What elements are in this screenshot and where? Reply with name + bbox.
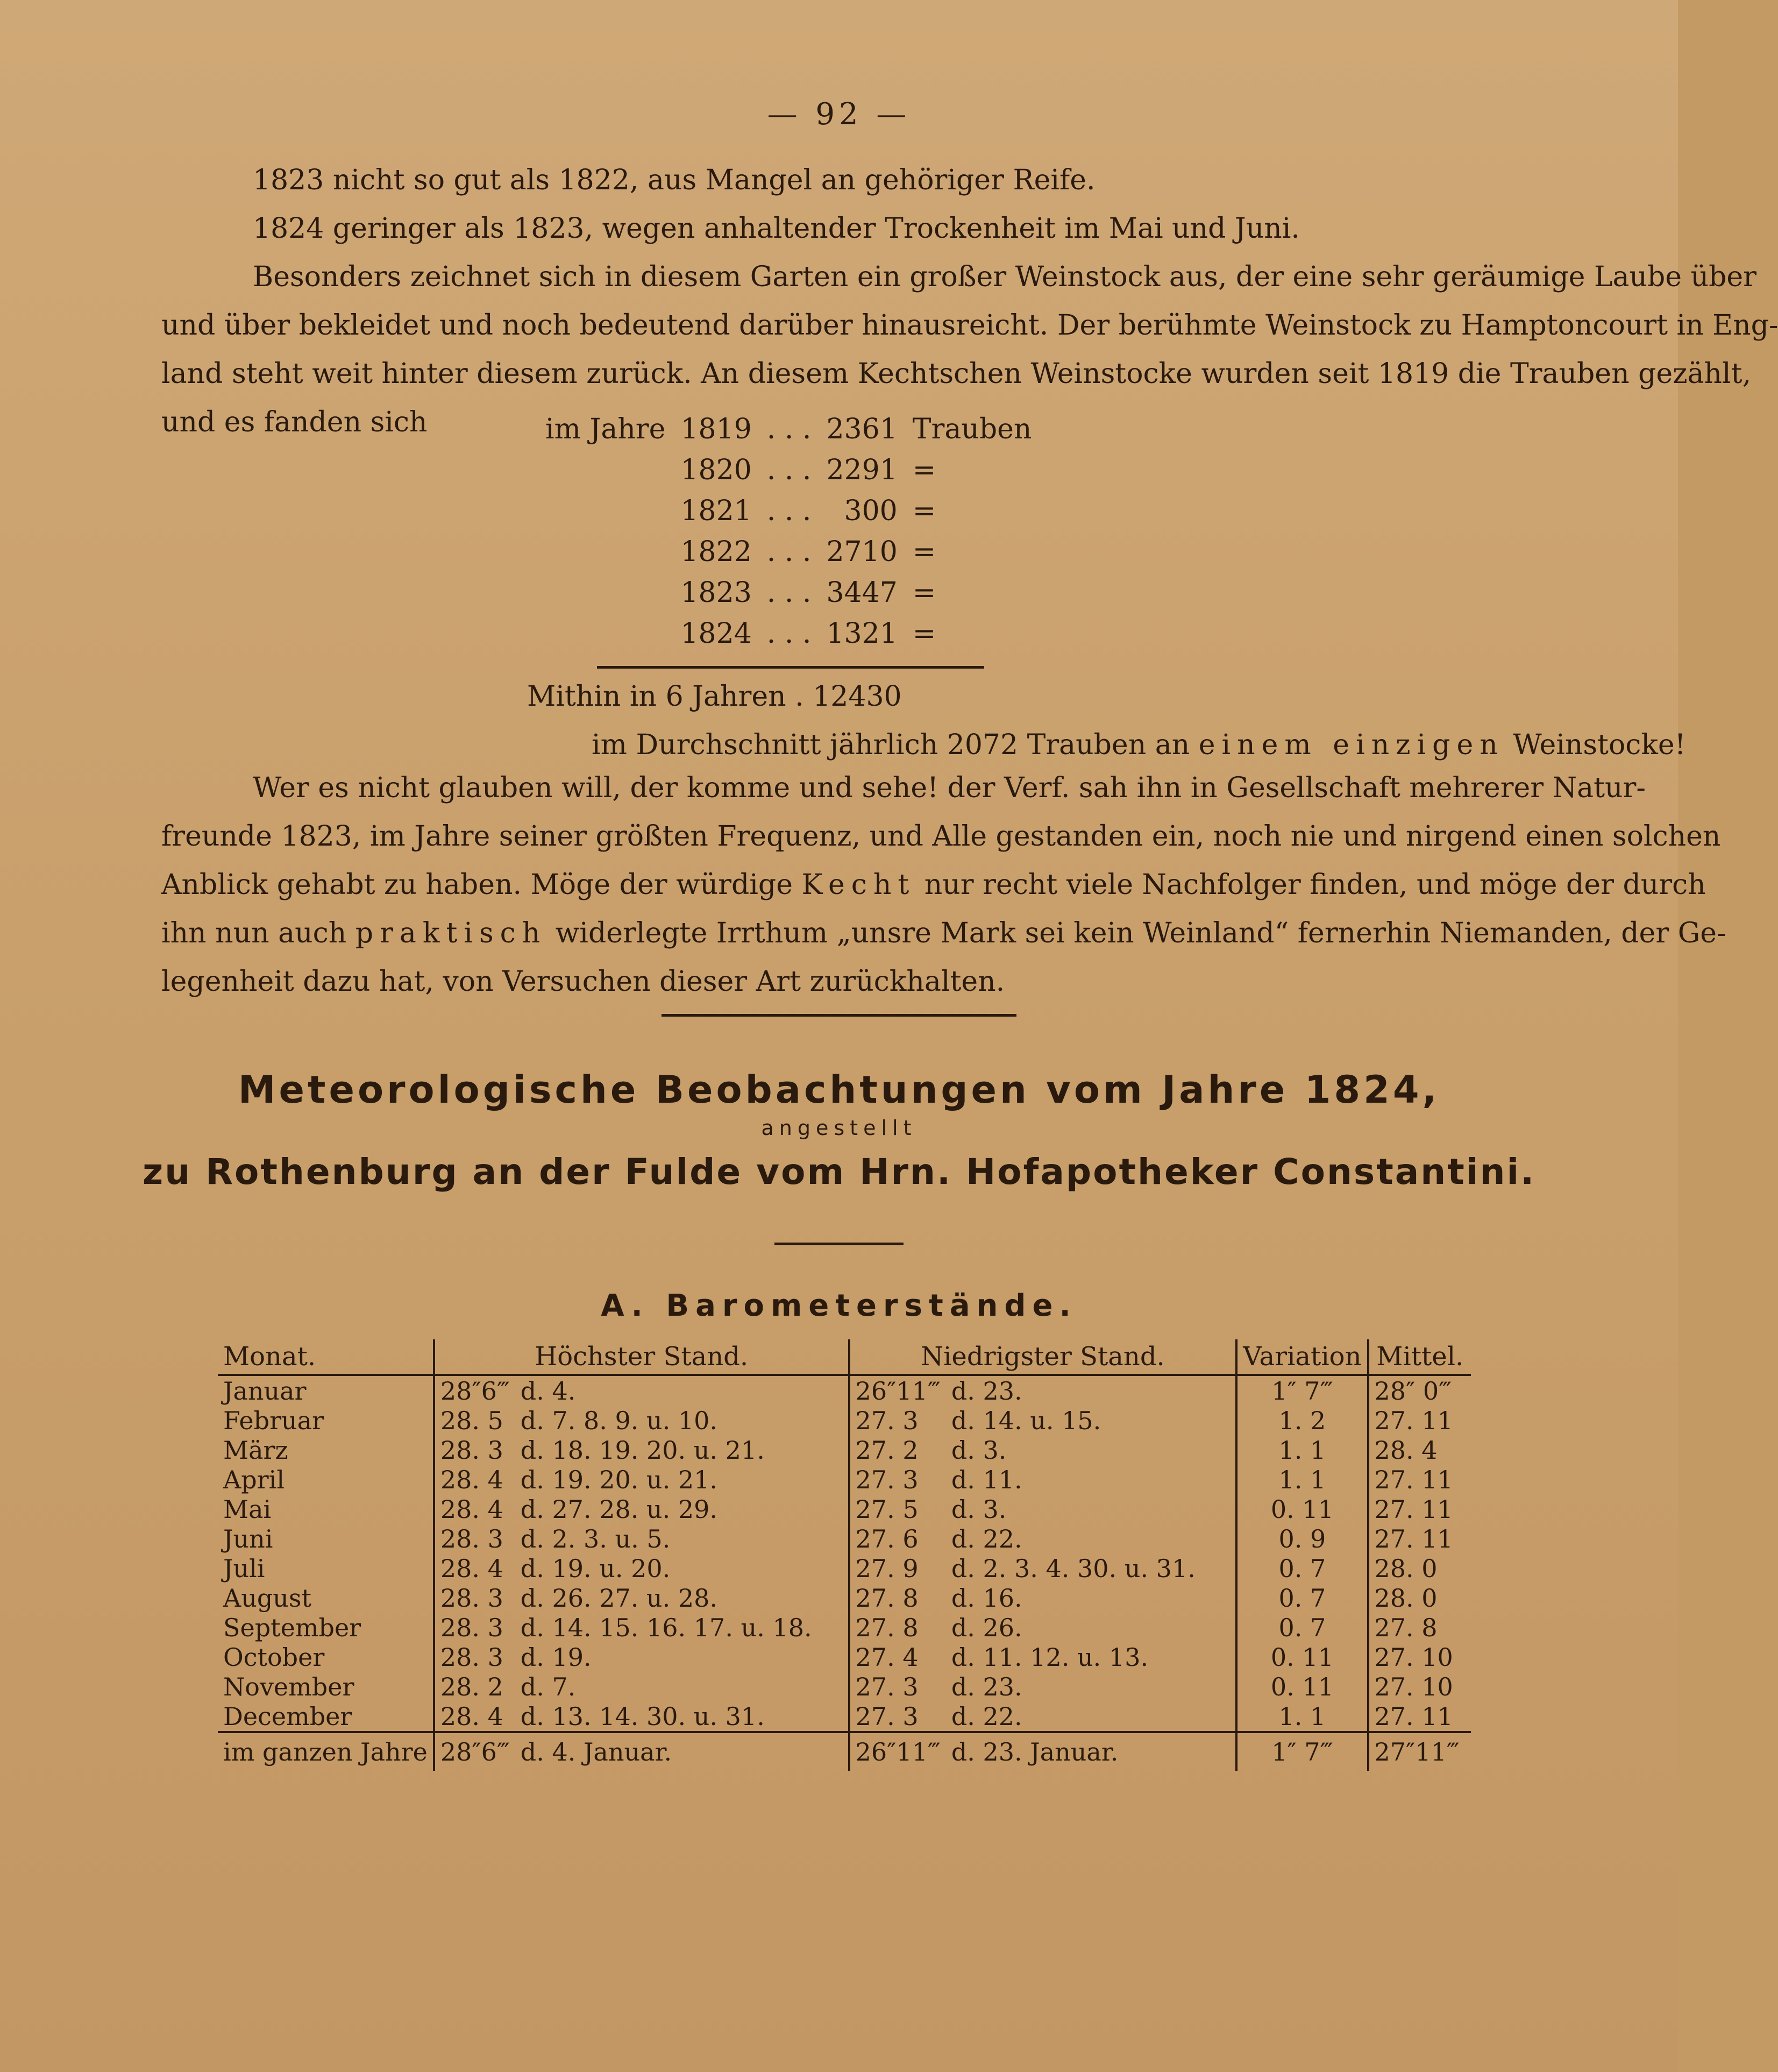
- cell-mean: 27. 10: [1368, 1672, 1471, 1701]
- count-year: 1824: [680, 618, 752, 650]
- cell-mean: 28. 0: [1368, 1553, 1471, 1583]
- cell-mean: 27. 11: [1368, 1465, 1471, 1494]
- cell-h-days: d. 14. 15. 16. 17. u. 18.: [520, 1613, 812, 1642]
- cell-h-val: 28. 3: [434, 1524, 515, 1553]
- table-row: [218, 1672, 1471, 1701]
- count-row: [538, 491, 1039, 531]
- cell-var: 1. 2: [1236, 1406, 1368, 1435]
- count-count: 3447: [826, 577, 898, 609]
- count-count: 2710: [826, 536, 898, 568]
- cell-l-val: 26″11‴: [849, 1375, 946, 1406]
- cell-mean: 28. 0: [1368, 1583, 1471, 1613]
- count-prefix: [538, 531, 673, 572]
- average-line: [592, 721, 1686, 769]
- text-line: und es fanden sich: [161, 406, 428, 438]
- barometer-table: [218, 1339, 1471, 1771]
- header-variation: Variation: [1236, 1339, 1368, 1375]
- count-dots: . . .: [766, 536, 812, 568]
- cell-l-days: d. 14. u. 15.: [951, 1406, 1101, 1435]
- cell-mean: 28″ 0‴: [1368, 1375, 1471, 1406]
- cell-l-val: 27. 2: [849, 1435, 946, 1465]
- emphasis-name: Kecht: [801, 869, 916, 901]
- cell-mean: 27. 11: [1368, 1406, 1471, 1435]
- cell-mean: 27. 8: [1368, 1613, 1471, 1642]
- count-prefix: im Jahre: [545, 413, 666, 445]
- cell-l-days: d. 23. Januar.: [946, 1732, 1236, 1771]
- text-line: [161, 909, 1726, 957]
- cell-l-val: 27. 3: [849, 1672, 946, 1701]
- count-unit: =: [912, 495, 936, 527]
- count-unit: =: [912, 454, 936, 486]
- average-start: im Durchschnitt jährlich 2072 Trauben an: [592, 729, 1190, 761]
- cell-l-days: d. 22.: [951, 1524, 1022, 1553]
- count-unit: =: [912, 618, 936, 650]
- table-row: [218, 1406, 1471, 1435]
- emphasis-word: praktisch: [355, 917, 547, 949]
- cell-h-val: 28. 3: [434, 1613, 515, 1642]
- count-unit: Trauben: [912, 413, 1032, 445]
- cell-var: 1″ 7‴: [1236, 1732, 1368, 1771]
- text-line: und über bekleidet und noch bedeutend darüber hinausreicht. Der berühmte Weinstock zu Hamptoncourt in Eng-: [161, 309, 1778, 342]
- cell-l-val: 27. 3: [849, 1406, 946, 1435]
- cell-h-days: d. 19.: [520, 1642, 592, 1672]
- cell-mean: 27. 10: [1368, 1642, 1471, 1672]
- cell-l-val: 27. 5: [849, 1494, 946, 1524]
- cell-var: 1. 1: [1236, 1701, 1368, 1732]
- cell-h-val: 28. 4: [434, 1701, 515, 1732]
- grape-count-table: [538, 409, 1039, 654]
- page-number: — 92 —: [767, 97, 911, 132]
- cell-l-val: 26″11‴: [849, 1732, 946, 1771]
- count-row: [538, 572, 1039, 613]
- cell-l-days: d. 11. 12. u. 13.: [951, 1642, 1149, 1672]
- cell-h-val: 28. 4: [434, 1465, 515, 1494]
- cell-l-days: d. 2. 3. 4. 30. u. 31.: [951, 1553, 1196, 1583]
- cell-mean: 28. 4: [1368, 1435, 1471, 1465]
- table-row: [218, 1524, 1471, 1553]
- cell-h-val: 28. 4: [434, 1553, 515, 1583]
- cell-h-days: d. 19. 20. u. 21.: [520, 1465, 718, 1494]
- count-prefix: [538, 613, 673, 654]
- cell-h-val: 28. 4: [434, 1494, 515, 1524]
- table-row: [218, 1553, 1471, 1583]
- heading-location: zu Rothenburg an der Fulde vom Hrn. Hofapotheker Constantini.: [142, 1151, 1536, 1193]
- cell-l-days: d. 26.: [951, 1613, 1022, 1642]
- grape-total: [527, 672, 1549, 721]
- cell-h-val: 28. 3: [434, 1583, 515, 1613]
- count-dots: . . .: [766, 454, 812, 486]
- table-row: [218, 1701, 1471, 1732]
- table-row: [218, 1375, 1471, 1406]
- count-dots: . . .: [766, 495, 812, 527]
- cell-month: November: [223, 1672, 354, 1701]
- cell-h-days: d. 4. Januar.: [515, 1732, 849, 1771]
- cell-month: Juni: [223, 1524, 273, 1553]
- count-dots: . . .: [766, 577, 812, 609]
- header-lowest: Niedrigster Stand.: [849, 1339, 1237, 1375]
- cell-month: September: [223, 1613, 361, 1642]
- cell-var: 0. 7: [1236, 1553, 1368, 1583]
- text-line: 1823 nicht so gut als 1822, aus Mangel an gehöriger Reife.: [253, 164, 1096, 196]
- cell-var: 0. 11: [1236, 1494, 1368, 1524]
- cell-l-days: d. 23.: [951, 1376, 1022, 1406]
- cell-var: 1″ 7‴: [1236, 1375, 1368, 1406]
- cell-h-val: 28″6‴: [434, 1375, 515, 1406]
- cell-h-days: d. 13. 14. 30. u. 31.: [520, 1701, 765, 1731]
- cell-var: 1. 1: [1236, 1465, 1368, 1494]
- text-line: Besonders zeichnet sich in diesem Garten ein großer Weinstock aus, der eine sehr geräumige Laube über: [253, 261, 1756, 293]
- cell-h-days: d. 4.: [520, 1376, 576, 1406]
- text-line: Wer es nicht glauben will, der komme und sehe! der Verf. sah ihn in Gesellschaft mehrerer Natur-: [253, 772, 1646, 804]
- section-divider: [662, 1014, 1016, 1017]
- count-year: 1823: [680, 577, 752, 609]
- cell-h-days: d. 27. 28. u. 29.: [520, 1494, 718, 1524]
- grape-average: [592, 721, 1686, 769]
- count-count: 300: [844, 495, 898, 527]
- average-emphasis: einem einzigen: [1198, 729, 1504, 761]
- cell-var: 0. 7: [1236, 1583, 1368, 1613]
- cell-l-val: 27. 3: [849, 1465, 946, 1494]
- sum-rule: [597, 666, 984, 669]
- cell-h-val: 28. 2: [434, 1672, 515, 1701]
- cell-mean: 27″11‴: [1368, 1732, 1471, 1771]
- cell-var: 0. 7: [1236, 1613, 1368, 1642]
- cell-l-val: 27. 9: [849, 1553, 946, 1583]
- cell-var: 0. 11: [1236, 1642, 1368, 1672]
- cell-mean: 27. 11: [1368, 1701, 1471, 1732]
- cell-month: im ganzen Jahre: [218, 1732, 434, 1771]
- count-count: 2291: [826, 454, 898, 486]
- cell-l-days: d. 11.: [951, 1465, 1022, 1494]
- text-span: widerlegte Irrthum „unsre Mark sei kein Weinland“ fernerhin Niemanden, der Ge-: [555, 917, 1726, 949]
- cell-month: October: [223, 1642, 325, 1672]
- table-row: [218, 1435, 1471, 1465]
- count-year: 1822: [680, 536, 752, 568]
- count-prefix: [538, 450, 673, 491]
- text-span: nur recht viele Nachfolger finden, und möge der durch: [924, 869, 1706, 901]
- text-line: land steht weit hinter diesem zurück. An diesem Kechtschen Weinstocke wurden seit 1819 die Trauben gezählt,: [161, 358, 1752, 390]
- count-year: 1819: [680, 413, 752, 445]
- cell-month: Februar: [223, 1406, 324, 1435]
- text-line: freunde 1823, im Jahre seiner größten Frequenz, und Alle gestanden ein, noch nie und nirgend einen solchen: [161, 820, 1721, 853]
- total-line: Mithin in 6 Jahren . 12430: [527, 680, 902, 713]
- text-line: [161, 861, 1706, 909]
- table-row-total: [218, 1732, 1471, 1771]
- cell-l-val: 27. 3: [849, 1701, 946, 1732]
- cell-h-days: d. 7. 8. 9. u. 10.: [520, 1406, 718, 1435]
- count-row: [538, 409, 1039, 450]
- cell-month: December: [223, 1701, 352, 1731]
- table-row: [218, 1613, 1471, 1642]
- cell-month: August: [223, 1583, 312, 1613]
- count-row: [538, 450, 1039, 491]
- cell-l-days: d. 3.: [951, 1435, 1007, 1465]
- table-row: [218, 1465, 1471, 1494]
- paragraph-bottom: [161, 764, 1726, 1006]
- barometer-header-row: [218, 1339, 1471, 1375]
- cell-month: April: [223, 1465, 285, 1494]
- cell-l-days: d. 22.: [951, 1701, 1022, 1731]
- cell-var: 0. 9: [1236, 1524, 1368, 1553]
- cell-month: Juli: [223, 1553, 265, 1583]
- cell-month: Januar: [223, 1376, 307, 1406]
- average-end: Weinstocke!: [1513, 729, 1686, 761]
- cell-h-days: d. 18. 19. 20. u. 21.: [520, 1435, 765, 1465]
- count-unit: =: [912, 536, 936, 568]
- cell-l-val: 27. 6: [849, 1524, 946, 1553]
- count-year: 1821: [680, 495, 752, 527]
- heading-section: A. Barometerstände.: [601, 1288, 1077, 1323]
- header-highest: Höchster Stand.: [434, 1339, 849, 1375]
- count-prefix: [538, 572, 673, 613]
- count-year: 1820: [680, 454, 752, 486]
- cell-l-days: d. 23.: [951, 1672, 1022, 1701]
- heading-sub: angestellt: [761, 1116, 917, 1140]
- cell-h-days: d. 26. 27. u. 28.: [520, 1583, 718, 1613]
- cell-h-val: 28″6‴: [434, 1732, 515, 1771]
- cell-h-days: d. 19. u. 20.: [520, 1553, 671, 1583]
- cell-month: März: [223, 1435, 288, 1465]
- count-prefix: [538, 491, 673, 531]
- cell-month: Mai: [223, 1494, 272, 1524]
- cell-var: 1. 1: [1236, 1435, 1368, 1465]
- heading-main: Meteorologische Beobachtungen vom Jahre 1824,: [238, 1068, 1440, 1112]
- text-span: ihn nun auch: [161, 917, 347, 949]
- text-span: Anblick gehabt zu haben. Möge der würdige: [161, 869, 793, 901]
- cell-mean: 27. 11: [1368, 1494, 1471, 1524]
- cell-h-val: 28. 3: [434, 1642, 515, 1672]
- count-count: 1321: [826, 618, 898, 650]
- text-line: 1824 geringer als 1823, wegen anhaltender Trockenheit im Mai und Juni.: [253, 212, 1300, 245]
- cell-h-val: 28. 3: [434, 1435, 515, 1465]
- cell-l-val: 27. 8: [849, 1583, 946, 1613]
- count-row: [538, 613, 1039, 654]
- count-row: [538, 531, 1039, 572]
- text-line: legenheit dazu hat, von Versuchen dieser Art zurückhalten.: [161, 966, 1005, 998]
- count-dots: . . .: [766, 413, 812, 445]
- cell-mean: 27. 11: [1368, 1524, 1471, 1553]
- cell-h-days: d. 7.: [520, 1672, 576, 1701]
- table-row: [218, 1494, 1471, 1524]
- cell-l-days: d. 16.: [951, 1583, 1022, 1613]
- table-row: [218, 1583, 1471, 1613]
- cell-l-days: d. 3.: [951, 1494, 1007, 1524]
- cell-h-days: d. 2. 3. u. 5.: [520, 1524, 671, 1553]
- cell-l-val: 27. 8: [849, 1613, 946, 1642]
- paragraph-top: [161, 156, 1778, 446]
- count-dots: . . .: [766, 618, 812, 650]
- header-mean: Mittel.: [1368, 1339, 1471, 1375]
- cell-h-val: 28. 5: [434, 1406, 515, 1435]
- table-row: [218, 1642, 1471, 1672]
- count-unit: =: [912, 577, 936, 609]
- cell-l-val: 27. 4: [849, 1642, 946, 1672]
- heading-divider: [774, 1243, 904, 1245]
- cell-var: 0. 11: [1236, 1672, 1368, 1701]
- header-month: Monat.: [218, 1339, 434, 1375]
- count-count: 2361: [826, 413, 898, 445]
